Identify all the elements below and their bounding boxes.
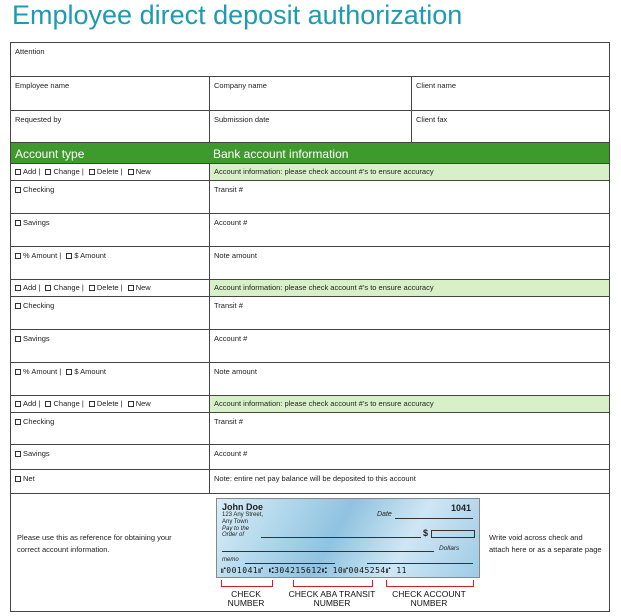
transit-field[interactable] <box>209 181 609 213</box>
notice-text: Account information: please check account #’s to ensure accuracy <box>214 283 434 292</box>
checkbox-icon <box>15 336 21 342</box>
delete-label: Delete | <box>96 167 123 176</box>
savings-label: Savings <box>23 334 50 343</box>
deposit-form <box>10 42 610 612</box>
block2-options <box>11 280 209 296</box>
block2-checking-row <box>11 297 609 330</box>
delete-checkbox[interactable] <box>89 283 123 292</box>
checkbox-icon <box>15 253 21 259</box>
dollar-amount-checkbox[interactable] <box>66 251 106 260</box>
new-checkbox[interactable] <box>128 167 151 176</box>
checkbox-icon <box>15 419 21 425</box>
client-fax-field[interactable] <box>411 111 609 142</box>
request-row <box>11 111 609 143</box>
transit-label: Transit # <box>214 417 243 426</box>
check-address-2: Any Town <box>222 519 248 525</box>
block2-savings-row <box>11 330 609 363</box>
block1-checking-row <box>11 181 609 214</box>
dollar-amount-label: $ Amount <box>74 251 107 260</box>
amount-option-group <box>15 367 109 376</box>
block3-checking-row <box>11 413 609 445</box>
check-image <box>216 498 480 578</box>
net-note-text: Note: entire net pay balance will be deposited to this account <box>214 474 416 483</box>
change-label: Change | <box>53 399 84 408</box>
block2-options-row <box>11 280 609 297</box>
checkbox-icon <box>15 369 21 375</box>
checkbox-icon <box>89 169 95 175</box>
checkbox-icon <box>89 401 95 407</box>
new-checkbox[interactable] <box>128 283 151 292</box>
transit-field[interactable] <box>209 297 609 329</box>
savings-checkbox[interactable] <box>11 330 209 362</box>
check-pay-label: Pay to the Order of <box>222 526 250 538</box>
attention-field[interactable] <box>11 43 609 76</box>
account-type-header <box>11 143 209 163</box>
add-checkbox[interactable] <box>15 283 40 292</box>
employee-name-label: Employee name <box>15 81 70 90</box>
new-label: New <box>135 399 151 408</box>
checking-label: Checking <box>23 185 55 194</box>
client-name-label: Client name <box>416 81 457 90</box>
block2-notice <box>209 280 609 296</box>
checkbox-icon <box>15 303 21 309</box>
caption-aba-number: CHECK ABA TRANSIT NUMBER <box>288 589 376 608</box>
block2-options-group <box>15 283 154 292</box>
net-option <box>15 474 35 483</box>
block3-savings-row <box>11 445 609 470</box>
employee-name-field[interactable] <box>11 77 209 110</box>
checking-label: Checking <box>23 301 55 310</box>
checkbox-icon <box>45 285 51 291</box>
company-name-field[interactable] <box>209 77 411 110</box>
checkbox-icon <box>66 369 72 375</box>
caption-check-number: CHECK NUMBER <box>227 589 265 608</box>
amount-options <box>11 363 209 395</box>
net-label: Net <box>23 474 35 483</box>
notice-text: Account information: please check account #’s to ensure accuracy <box>214 399 434 408</box>
account-field[interactable] <box>209 445 609 469</box>
check-memo-label: memo <box>222 557 239 563</box>
block3-options <box>11 396 209 412</box>
checking-checkbox[interactable] <box>11 297 209 329</box>
checkbox-icon <box>45 169 51 175</box>
amount-options <box>11 247 209 279</box>
transit-label: Transit # <box>214 301 243 310</box>
requested-by-label: Requested by <box>15 115 62 124</box>
note-amount-label: Note amount <box>214 367 257 376</box>
account-bracket <box>386 580 474 587</box>
check-date-label: Date <box>377 511 392 518</box>
add-checkbox[interactable] <box>15 167 40 176</box>
checkbox-icon <box>89 285 95 291</box>
check-dollar-sign: $ <box>423 528 429 538</box>
check-micr-line: ⑈001041⑈ ⑆304215612⑆ 10⑈0045254⑈ 11 <box>221 566 407 575</box>
check-reference-area <box>11 494 609 611</box>
account-label: Account # <box>214 334 248 343</box>
void-check-instructions: Write void across check and attach here or as a separate page <box>489 533 602 554</box>
block3-options-group <box>15 399 154 408</box>
checking-option <box>15 417 54 426</box>
new-label: New <box>135 167 151 176</box>
delete-label: Delete | <box>96 399 123 408</box>
checking-option <box>15 301 54 310</box>
savings-label: Savings <box>23 449 50 458</box>
company-name-label: Company name <box>214 81 267 90</box>
account-field[interactable] <box>209 330 609 362</box>
checkbox-icon <box>15 451 21 457</box>
check-amount-box <box>431 530 475 538</box>
checkbox-icon <box>15 220 21 226</box>
check-signature-line <box>367 563 473 564</box>
add-label: Add | <box>23 167 41 176</box>
change-checkbox[interactable] <box>45 283 83 292</box>
checkbox-icon <box>66 253 72 259</box>
delete-checkbox[interactable] <box>89 167 123 176</box>
savings-option <box>15 449 50 458</box>
block3-options-row <box>11 396 609 413</box>
submission-date-label: Submission date <box>214 115 270 124</box>
requested-by-field[interactable] <box>11 111 209 142</box>
transit-label: Transit # <box>214 185 243 194</box>
bank-info-header <box>209 143 609 163</box>
check-dollars-label: Dollars <box>439 545 460 552</box>
checkbox-icon <box>45 401 51 407</box>
add-label: Add | <box>23 399 41 408</box>
caption-account-number: CHECK ACCOUNT NUMBER <box>392 589 466 608</box>
check-holder-name: John Doe <box>222 502 264 512</box>
reference-instructions: Please use this as reference for obtaining your correct account information. <box>17 533 172 554</box>
account-label: Account # <box>214 449 248 458</box>
attention-label: Attention <box>15 47 45 56</box>
bank-info-heading: Bank account information <box>213 147 349 161</box>
account-label: Account # <box>214 218 248 227</box>
check-date-line <box>395 518 473 519</box>
checkbox-icon <box>15 169 21 175</box>
add-label: Add | <box>23 283 41 292</box>
net-note <box>209 470 609 493</box>
new-checkbox[interactable] <box>128 399 151 408</box>
block1-amount-row <box>11 247 609 280</box>
pct-amount-checkbox[interactable] <box>15 251 61 260</box>
transit-field[interactable] <box>209 413 609 444</box>
block3-net-row <box>11 470 609 494</box>
notice-text: Account information: please check account #’s to ensure accuracy <box>214 167 434 176</box>
dollar-amount-label: $ Amount <box>74 367 107 376</box>
checkbox-icon <box>128 285 134 291</box>
checkbox-icon <box>128 401 134 407</box>
check-number-bracket <box>221 580 273 587</box>
savings-checkbox[interactable] <box>11 445 209 469</box>
page-title: Employee direct deposit authorization <box>12 0 463 30</box>
checkbox-icon <box>15 285 21 291</box>
delete-checkbox[interactable] <box>89 399 123 408</box>
checking-option <box>15 185 54 194</box>
block1-notice <box>209 164 609 180</box>
note-amount-label: Note amount <box>214 251 257 260</box>
block2-amount-row <box>11 363 609 396</box>
checking-checkbox[interactable] <box>11 181 209 213</box>
aba-bracket <box>293 580 373 587</box>
dollar-amount-checkbox[interactable] <box>66 367 106 376</box>
pct-amount-label: % Amount | <box>23 367 62 376</box>
note-amount-field[interactable] <box>209 363 609 395</box>
amount-option-group <box>15 251 109 260</box>
change-label: Change | <box>53 167 84 176</box>
checkbox-icon <box>15 476 21 482</box>
check-address-1: 123 Any Street, <box>222 512 264 518</box>
add-checkbox[interactable] <box>15 399 40 408</box>
note-amount-field[interactable] <box>209 247 609 279</box>
change-checkbox[interactable] <box>45 167 83 176</box>
client-name-field[interactable] <box>411 77 609 110</box>
check-written-amount-line <box>222 551 434 552</box>
delete-label: Delete | <box>96 283 123 292</box>
block1-savings-row <box>11 214 609 247</box>
pct-amount-label: % Amount | <box>23 251 62 260</box>
sample-check <box>216 498 480 578</box>
submission-date-field[interactable] <box>209 111 411 142</box>
block1-options-group <box>15 167 154 176</box>
block1-options-row <box>11 164 609 181</box>
change-label: Change | <box>53 283 84 292</box>
block3-notice <box>209 396 609 412</box>
account-type-heading: Account type <box>15 147 85 161</box>
checking-checkbox[interactable] <box>11 413 209 444</box>
change-checkbox[interactable] <box>45 399 83 408</box>
checkbox-icon <box>128 169 134 175</box>
savings-option <box>15 218 50 227</box>
new-label: New <box>135 283 151 292</box>
names-row <box>11 77 609 111</box>
savings-label: Savings <box>23 218 50 227</box>
account-field[interactable] <box>209 214 609 246</box>
net-checkbox[interactable] <box>11 470 209 493</box>
block1-options <box>11 164 209 180</box>
attention-row <box>11 43 609 77</box>
checkbox-icon <box>15 401 21 407</box>
check-memo-line <box>245 563 335 564</box>
section-header <box>11 143 609 164</box>
pct-amount-checkbox[interactable] <box>15 367 61 376</box>
client-fax-label: Client fax <box>416 115 448 124</box>
savings-option <box>15 334 50 343</box>
check-payee-line <box>261 537 421 538</box>
checkbox-icon <box>15 187 21 193</box>
checking-label: Checking <box>23 417 55 426</box>
check-number: 1041 <box>450 503 471 513</box>
savings-checkbox[interactable] <box>11 214 209 246</box>
